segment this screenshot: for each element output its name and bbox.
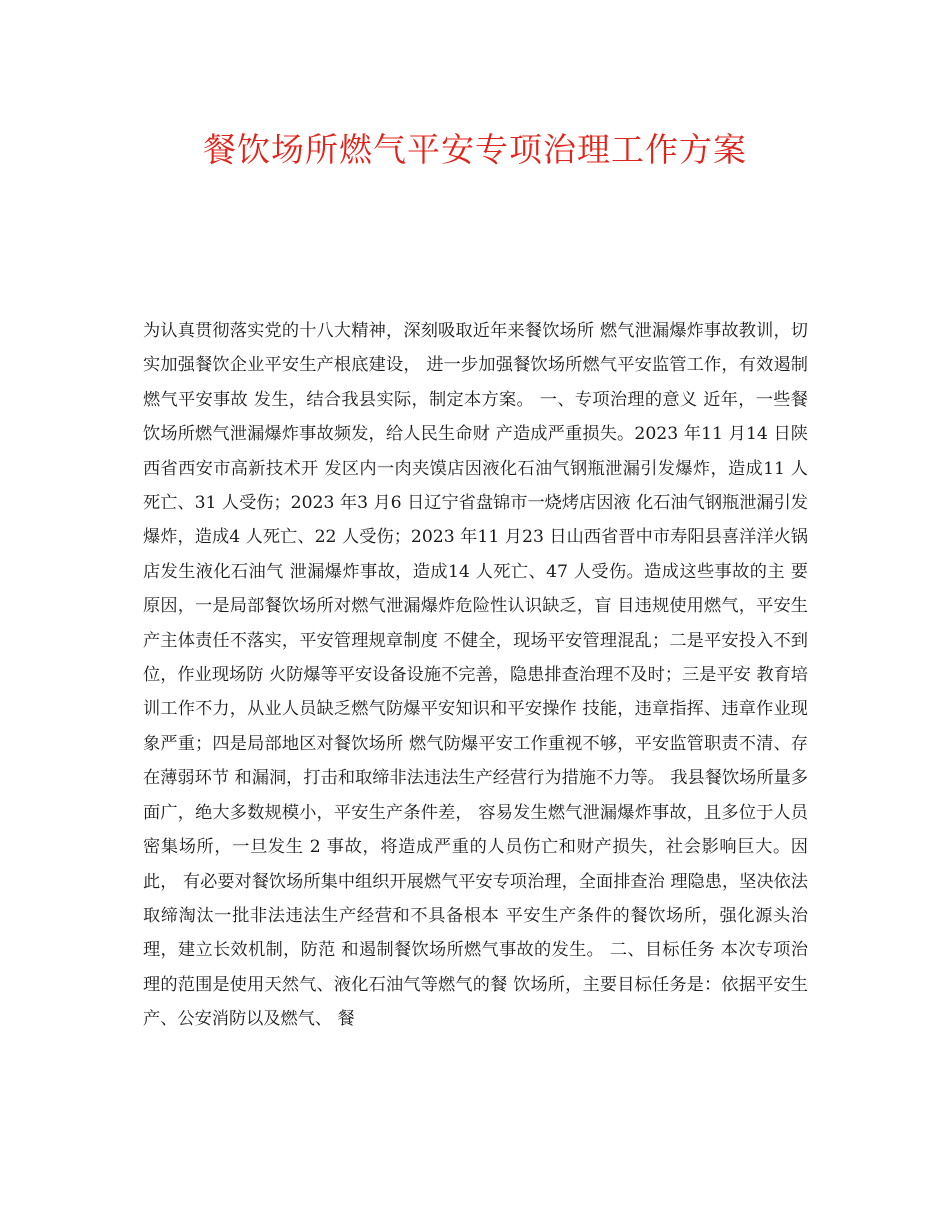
- document-body-paragraph: 为认真贯彻落实党的十八大精神，深刻吸取近年来餐饮场所 燃气泄漏爆炸事故教训，切实加强餐饮企业平安生产根底建设， 进一步加强餐饮场所燃气平安监管工作，有效遏制燃气平安事故 发生，结合我县实际，制定本方案。 一、专项治理的意义 近年，一些餐饮场所燃气泄漏爆炸事故频发，给人民生命财 产造成严重损失。2023 年11 月14 日陕西省西安市高新技术开 发区内一肉夹馍店因液化石油气钢瓶泄漏引发爆炸，造成11 人 死亡、31 人受伤；2023 年3 月6 日辽宁省盘锦市一烧烤店因液 化石油气钢瓶泄漏引发爆炸，造成4 人死亡、22 人受伤；2023 年11 月23 日山西省晋中市寿阳县喜洋洋火锅店发生液化石油气 泄漏爆炸事故，造成14 人死亡、47 人受伤。造成这些事故的主 要原因，一是局部餐饮场所对燃气泄漏爆炸危险性认识缺乏，盲 目违规使用燃气，平安生产主体责任不落实，平安管理规章制度 不健全，现场平安管理混乱；二是平安投入不到位，作业现场防 火防爆等平安设备设施不完善，隐患排查治理不及时；三是平安 教育培训工作不力，从业人员缺乏燃气防爆平安知识和平安操作 技能，违章指挥、违章作业现象严重；四是局部地区对餐饮场所 燃气防爆平安工作重视不够，平安监管职责不清、存在薄弱环节 和漏洞，打击和取缔非法违法生产经营行为措施不力等。 我县餐饮场所量多面广，绝大多数规模小，平安生产条件差， 容易发生燃气泄漏爆炸事故，且多位于人员密集场所，一旦发生 2 事故，将造成严重的人员伤亡和财产损失，社会影响巨大。因此， 有必要对餐饮场所集中组织开展燃气平安专项治理，全面排查治 理隐患，坚决依法取缔淘汰一批非法违法生产经营和不具备根本 平安生产条件的餐饮场所，强化源头治理，建立长效机制，防范 和遏制餐饮场所燃气事故的发生。 二、目标任务 本次专项治理的范围是使用天然气、液化石油气等燃气的餐 饮场所，主要目标任务是：依据平安生产、公安消防以及燃气、 餐: [143, 321, 808, 1030]
- document-title: 餐饮场所燃气平安专项治理工作方案: [203, 130, 747, 169]
